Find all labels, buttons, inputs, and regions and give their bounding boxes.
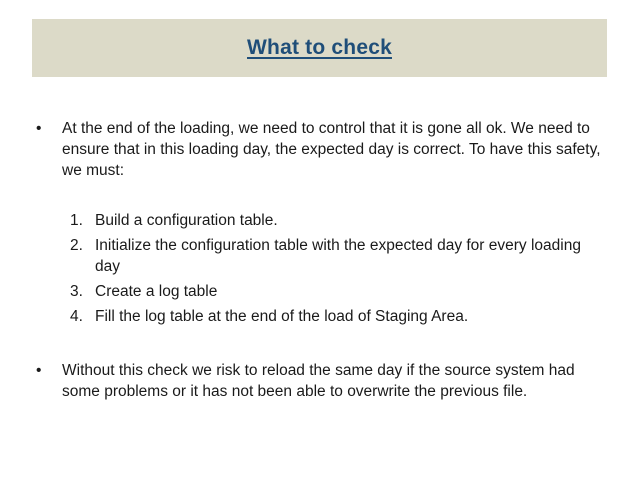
step-text: Fill the log table at the end of the load of Staging Area.	[95, 308, 469, 325]
list-item	[70, 235, 590, 277]
step-number: 2.	[70, 237, 83, 254]
bullet-item-risk	[36, 360, 606, 402]
list-item	[70, 281, 590, 302]
title-bar	[32, 19, 607, 77]
step-number: 1.	[70, 212, 83, 229]
step-text: Create a log table	[95, 283, 218, 300]
bullet-item-intro	[36, 118, 606, 181]
step-text: Build a configuration table.	[95, 212, 278, 229]
bullet-marker: •	[36, 120, 42, 137]
bullet-text: Without this check we risk to reload the same day if the source system had some problems or it has not been able to overwrite the previous file.	[62, 362, 575, 400]
step-number: 4.	[70, 308, 83, 325]
slide-title: What to check	[247, 36, 392, 59]
bullet-marker: •	[36, 362, 42, 379]
bullet-text: At the end of the loading, we need to control that it is gone all ok. We need to ensure that in this loading day, the expected day is correct. To have this safety, we must:	[62, 120, 601, 179]
list-item	[70, 210, 590, 231]
step-number: 3.	[70, 283, 83, 300]
step-text: Initialize the configuration table with the expected day for every loading day	[95, 237, 581, 275]
list-item	[70, 306, 590, 327]
steps-list	[70, 210, 590, 331]
